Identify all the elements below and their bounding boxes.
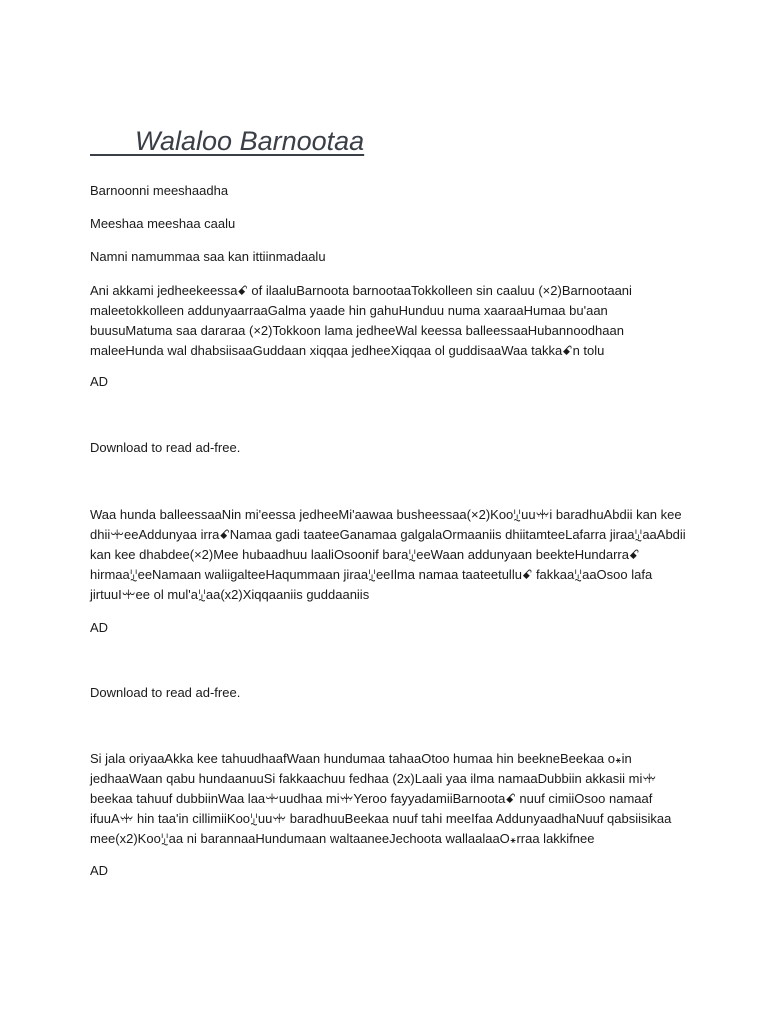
poem-line-1: Barnoonni meeshaadha <box>90 183 229 198</box>
poem-paragraph-3: Si jala oriyaaAkka kee tahuudhaafWaan hundumaa tahaaOtoo humaa hin beekneBeekaa o꘎in jedhaaWaan qabu hundaanuuSi fakkaachuu fedhaa (2x)Laali yaa ilma namaaDubbiin akkasii miꗼ beekaa tahuuf dubbiinWaa laaꗻuudhaa miꗼYeroo fayyadamiiBarnootaꗃ nuuf cimiiOsoo namaaf ifuuAꗼ hin taa'in cillimiiKooꗸuuꗼ baradhuuBeekaa nuuf tahi meeIfaa AddunyaadhaNuuf qabsiisikaa mee(x2)Kooꗸaa ni barannaaHundumaan waltaaneeJechoota wallaalaaO꘎rraa lakkifnee <box>90 751 672 846</box>
poem-line-3: Namni namummaa saa kan ittiinmadaalu <box>90 249 326 264</box>
ad-label-3: AD <box>90 863 109 878</box>
download-ad-free-link-1[interactable]: Download to read ad-free. <box>90 440 241 455</box>
document-title: Walaloo Barnootaa <box>90 126 365 156</box>
poem-paragraph-1: Ani akkami jedheekeessaꗃ of ilaaluBarnoota barnootaaTokkolleen sin caaluu (×2)Barnootaani maleetokkolleen addunyaarraaGalma yaade hin gahuHunduu numa xaaraaHumaa bu'aan buusuMatuma saa dararaa (×2)Tokkoon lama jedheeWal keessa balleessaaHubannoodhaan maleeHunda wal dhabsiisaaGuddaan xiqqaa jedheeXiqqaa ol guddisaaWaa takkaꗃn tolu <box>90 283 632 358</box>
poem-line-2: Meeshaa meeshaa caalu <box>90 216 236 231</box>
ad-label-2: AD <box>90 620 109 635</box>
download-ad-free-link-2[interactable]: Download to read ad-free. <box>90 685 241 700</box>
ad-label-1: AD <box>90 374 109 389</box>
poem-paragraph-2: Waa hunda balleessaaNin mi'eessa jedheeMi'aawaa busheessaa(×2)Kooꗸuuꗼi baradhuAbdii kan kee dhiiꗻeeAddunyaa irraꗃNamaa gadi taateeGanamaa galgalaOrmaaniis dhiitamteeLafarra jiraaꗸaaAbdii kan kee dhabdee(×2)Mee hubaadhuu laaliOsoonif baraꗸeeWaan addunyaan beekteHundarraꗃ hirmaaꗸeeNamaan waliigalteeHaqummaan jiraaꗸeeIlma namaa taateetulluꗃ fakkaaꗸaaOsoo lafa jirtuuIꗻee ol mul'aꗸaa(x2)Xiqqaaniis guddaaniis <box>90 507 686 602</box>
